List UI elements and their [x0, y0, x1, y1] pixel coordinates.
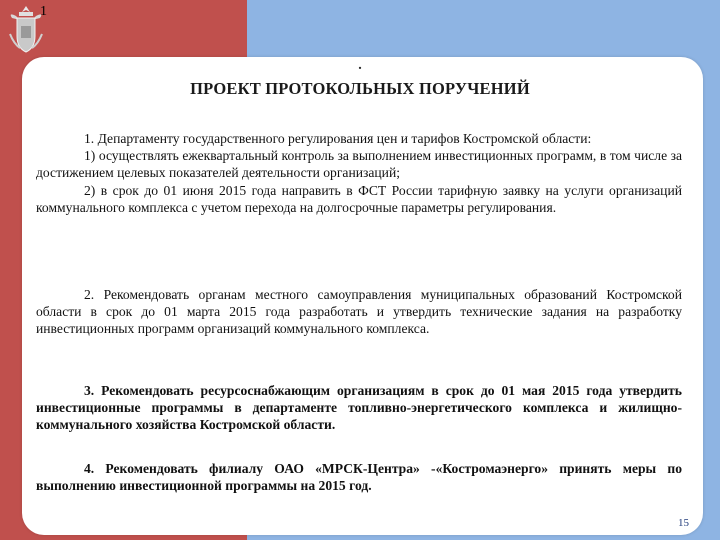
item-2-text: 2. Рекомендовать органам местного самоуправления муниципальных образований Костромской области в срок до 01 марта 2015 года разработать и утвердить технические задания на разработку инвестиционных программ организаций коммунального комплекса. [36, 287, 682, 337]
corner-number: 1 [40, 4, 47, 19]
item-2 [36, 286, 682, 338]
item-1-sub-1: 1) осуществлять ежеквартальный контроль за выполнением инвестиционных программ, в том числе за достижением целевых показателей деятельности организаций; [36, 148, 682, 181]
item-1-intro: 1. Департаменту государственного регулирования цен и тарифов Костромской области: [84, 131, 592, 146]
item-1 [36, 130, 682, 216]
dot-mark: . [358, 58, 362, 73]
page-number: 15 [678, 517, 689, 529]
item-3-text: 3. Рекомендовать ресурсоснабжающим организациям в срок до 01 мая 2015 года утвердить инвестиционные программы в департаменте топливно-энергетического комплекса и жилищно-коммунального хозяйства Костромской области. [36, 383, 682, 433]
item-1-sub-2: 2) в срок до 01 июня 2015 года направить в ФСТ России тарифную заявку на услуги организаций коммунального комплекса с учетом перехода на долгосрочные параметры регулирования. [36, 182, 682, 215]
page-title: ПРОЕКТ ПРОТОКОЛЬНЫХ ПОРУЧЕНИЙ [190, 79, 530, 98]
item-3 [36, 382, 682, 434]
item-4-text: 4. Рекомендовать филиалу ОАО «МРСК-Центра» -«Костромаэнерго» принять меры по выполнению инвестиционной программы на 2015 год. [36, 461, 682, 494]
item-4 [36, 460, 682, 494]
